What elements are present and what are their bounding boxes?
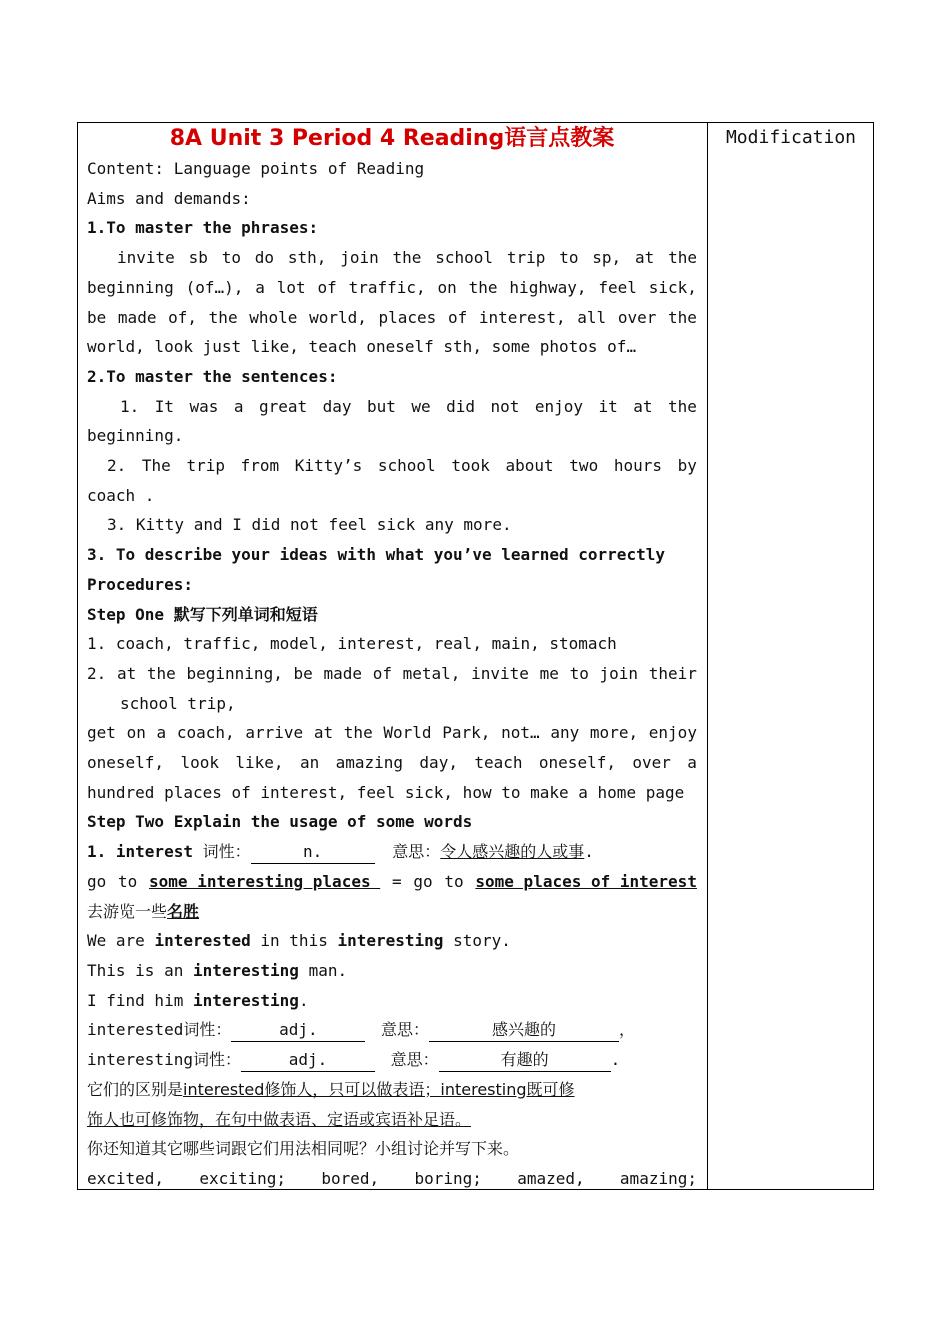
word: on	[437, 277, 457, 297]
modification-header: Modification	[725, 127, 857, 148]
interested-definition	[87, 1015, 697, 1045]
word: the	[667, 396, 697, 416]
lesson-content	[87, 124, 697, 1194]
examples-block	[87, 926, 697, 1015]
procedures-heading: Procedures:	[87, 574, 193, 594]
step-one-line: school trip,	[120, 693, 236, 713]
example-part: interesting	[192, 990, 299, 1010]
word: at	[116, 663, 137, 683]
word: at	[633, 396, 653, 416]
content-line: Content: Language points of Reading	[87, 159, 425, 178]
word: coach,	[176, 723, 235, 743]
word: be	[87, 307, 107, 327]
word: do	[254, 248, 275, 268]
line-end: .	[584, 842, 594, 862]
word: over	[632, 753, 671, 773]
word: enjoy	[534, 396, 583, 416]
example-sentence	[87, 956, 697, 986]
word: Kitty’s	[294, 456, 363, 476]
translation-answer: 名胜	[167, 901, 200, 921]
step-one-line	[87, 659, 697, 689]
word: on	[126, 723, 146, 743]
word: look	[180, 753, 219, 773]
word: the	[208, 307, 238, 327]
word: was	[189, 396, 219, 416]
sentences-block	[87, 392, 697, 541]
word: lot	[276, 277, 306, 297]
discussion-prompt: 你还知道其它哪些词跟它们用法相同呢？小组讨论并写下来。	[87, 1139, 520, 1159]
meaning-answer: 感兴趣的	[429, 1019, 619, 1042]
word: beginning	[87, 277, 174, 297]
word: at	[313, 723, 334, 743]
phrase-line	[87, 243, 697, 273]
word: enjoy	[648, 723, 697, 743]
word: amazed,	[517, 1168, 585, 1188]
difference-line-two	[87, 1105, 697, 1135]
difference-answer: interested修饰人，只可以做表语；interesting既可修	[183, 1079, 575, 1099]
step-one-line	[87, 748, 697, 778]
word: to	[569, 663, 589, 683]
word: we	[411, 396, 431, 416]
goto-translation	[87, 897, 697, 927]
phrases-block	[87, 243, 697, 362]
goto-word: go	[413, 871, 433, 891]
word: a	[255, 277, 265, 297]
meaning-label: 意思：	[392, 842, 441, 862]
word: whole	[249, 307, 298, 327]
word: about	[505, 456, 554, 476]
word: all	[577, 307, 607, 327]
word: be	[293, 663, 313, 683]
pos-answer: adj.	[241, 1049, 375, 1072]
word: day	[322, 396, 352, 416]
word: traffic,	[348, 277, 426, 297]
word: oneself,	[87, 753, 165, 773]
example-part: This is an	[87, 960, 193, 980]
word: great	[258, 396, 308, 416]
word: metal,	[402, 663, 461, 683]
word: arrive	[245, 723, 304, 743]
line-end: .	[610, 1050, 621, 1070]
word: sick,	[648, 277, 697, 297]
word: not	[490, 396, 520, 416]
word: at	[635, 248, 655, 268]
word: amazing;	[619, 1168, 697, 1188]
word: it	[598, 396, 618, 416]
pos-label: 词性：	[183, 1020, 232, 1040]
example-part: interesting	[337, 931, 444, 951]
meaning-answer: 有趣的	[439, 1049, 611, 1072]
goto-phrase-two: some places of interest	[475, 871, 697, 891]
goto-word: go	[87, 871, 107, 891]
example-sentence	[87, 986, 697, 1016]
step-one-line	[87, 718, 697, 748]
goto-word: to	[444, 871, 464, 891]
word: like,	[235, 753, 284, 773]
goto-line	[87, 867, 697, 897]
word: bored,	[321, 1168, 380, 1188]
word: their	[648, 663, 697, 683]
word: sp,	[592, 248, 622, 268]
meaning-label: 意思：	[380, 1020, 429, 1040]
word: an	[299, 753, 320, 773]
word: get	[87, 723, 116, 743]
word: join	[340, 248, 379, 268]
word: highway,	[509, 277, 587, 297]
interest-definition	[87, 837, 697, 867]
word: day,	[419, 753, 458, 773]
word: a	[156, 723, 167, 743]
word: (of…),	[185, 277, 244, 297]
word: The	[141, 456, 171, 476]
pos-answer: n.	[251, 841, 375, 864]
word: from	[240, 456, 280, 476]
word-pairs-line	[87, 1164, 697, 1194]
step-one-line: hundred places of interest, feel sick, how to make a home page	[87, 782, 685, 802]
example-part: man.	[298, 960, 348, 980]
word: join	[599, 663, 639, 683]
example-sentence	[87, 926, 697, 956]
sentence-line	[87, 392, 697, 422]
word: 2.	[107, 456, 127, 476]
word: the	[343, 723, 373, 743]
page-title: 8A Unit 3 Period 4 Reading语言点教案	[169, 126, 615, 151]
word: me	[539, 663, 559, 683]
word: excited,	[87, 1168, 165, 1188]
word: amazing	[335, 753, 404, 773]
word: trip	[506, 248, 546, 268]
word: took	[451, 456, 490, 476]
word: made	[117, 307, 157, 327]
word: but	[366, 396, 396, 416]
word: the	[668, 248, 697, 268]
word: a	[687, 753, 697, 773]
word: feel	[598, 277, 637, 297]
phrase-line: world, look just like, teach oneself sth, some photos of…	[87, 337, 637, 357]
word: places	[378, 307, 437, 327]
word: 1.	[120, 396, 140, 416]
word: over	[617, 307, 657, 327]
example-part: We are	[87, 931, 155, 951]
example-part: I find him	[87, 990, 193, 1010]
word: more,	[589, 723, 639, 743]
example-part: story.	[443, 931, 511, 951]
word: world,	[309, 307, 367, 327]
interesting-word: interesting	[87, 1050, 193, 1070]
phrases-heading: 1.To master the phrases:	[87, 218, 319, 238]
word: oneself,	[538, 753, 616, 773]
word: trip	[186, 456, 225, 476]
meaning-answer: 令人感兴趣的人或事	[440, 842, 585, 862]
aims-heading: Aims and demands:	[87, 188, 251, 208]
word: to	[559, 248, 579, 268]
word: school	[377, 456, 436, 476]
word: the	[392, 248, 422, 268]
aim-three: 3. To describe your ideas with what you’ve learned correctly	[87, 545, 665, 565]
example-part: interesting	[192, 960, 299, 980]
word: 2.	[87, 663, 107, 683]
step-two-heading: Step Two Explain the usage of some words	[87, 812, 473, 832]
interest-word: 1. interest	[87, 842, 193, 862]
sentence-line: beginning.	[87, 426, 184, 446]
word: hours	[613, 456, 663, 476]
word: invite	[471, 663, 529, 683]
phrase-line	[87, 273, 697, 303]
word: the	[668, 307, 697, 327]
word: a	[233, 396, 244, 416]
word: two	[569, 456, 599, 476]
word: It	[154, 396, 174, 416]
word: teach	[474, 753, 523, 773]
interesting-definition	[87, 1045, 697, 1075]
sentence-line: 3. Kitty and I did not feel sick any more.	[107, 515, 512, 535]
word: sth,	[287, 248, 327, 268]
word: interest,	[478, 307, 566, 327]
word: the	[146, 663, 176, 683]
goto-equals: =	[391, 871, 402, 891]
example-part: interested	[154, 931, 251, 951]
word: invite	[117, 248, 175, 268]
word: exciting;	[199, 1168, 287, 1188]
example-part: .	[298, 990, 309, 1010]
step-one-block	[87, 629, 697, 807]
difference-line-one	[87, 1075, 697, 1105]
step-one-line: 1. coach, traffic, model, interest, real, main, stomach	[87, 634, 617, 654]
phrase-line	[87, 303, 697, 333]
pos-label: 词性：	[202, 842, 251, 862]
line-end: ，	[619, 1020, 636, 1040]
word: by	[677, 456, 697, 476]
word: did	[446, 396, 475, 416]
word: any	[550, 723, 580, 743]
word: the	[468, 277, 498, 297]
difference-prefix: 它们的区别是	[87, 1079, 184, 1099]
word: of	[372, 663, 392, 683]
pos-answer: adj.	[231, 1019, 365, 1042]
word: of	[447, 307, 468, 327]
pos-label: 词性：	[192, 1050, 241, 1070]
sentences-heading: 2.To master the sentences:	[87, 366, 338, 386]
sentence-line: coach .	[87, 485, 155, 505]
word: World	[383, 723, 432, 743]
word: boring;	[414, 1168, 482, 1188]
word: sb	[188, 248, 208, 268]
word: to	[221, 248, 241, 268]
translation-prefix: 去游览一些	[87, 901, 168, 921]
word: school	[435, 248, 494, 268]
word: made	[323, 663, 362, 683]
difference-answer-continued: 饰人也可修饰物，在句中做表语、定语或宾语补足语。	[87, 1109, 472, 1129]
example-part: in this	[250, 931, 338, 951]
step-one-heading: Step One 默写下列单词和短语	[87, 604, 318, 624]
word: beginning,	[186, 663, 283, 683]
sentence-line	[87, 451, 697, 481]
word: of,	[168, 307, 198, 327]
word: Park,	[442, 723, 491, 743]
word: of	[317, 277, 337, 297]
interested-word: interested	[87, 1020, 184, 1040]
column-divider	[707, 122, 708, 1190]
modification-column	[708, 124, 874, 152]
word: not…	[501, 723, 540, 743]
meaning-label: 意思：	[390, 1050, 439, 1070]
goto-word: to	[118, 871, 138, 891]
goto-phrase-one: some interesting places	[149, 871, 381, 891]
